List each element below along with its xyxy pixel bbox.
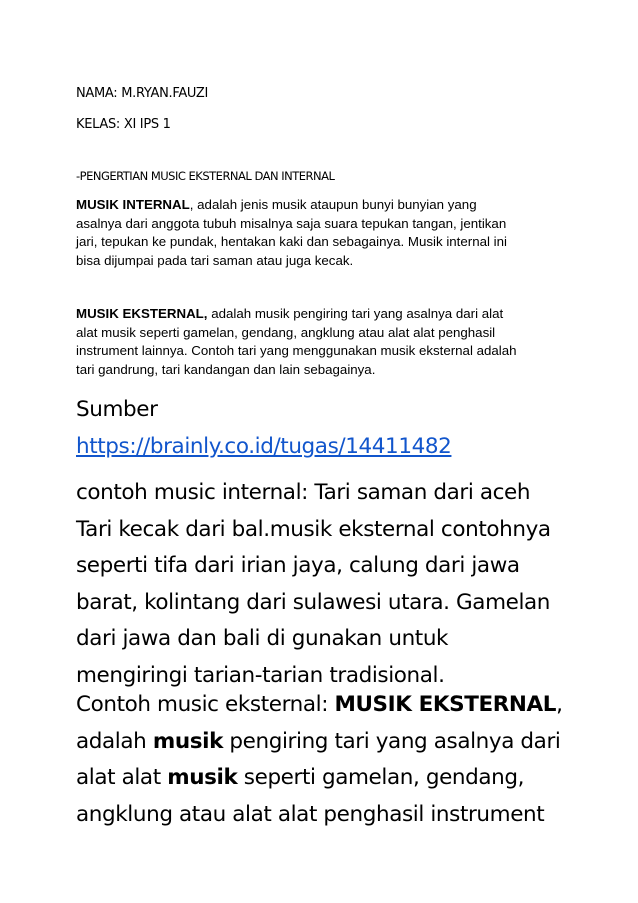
source-link[interactable]: https://brainly.co.id/tugas/14411482 [76, 433, 452, 459]
student-name: NAMA: M.RYAN.FAUZI [76, 86, 209, 101]
internal-examples-block [76, 475, 576, 695]
external-line-1 [76, 305, 566, 324]
internal-example-line-3: seperti tifa dari irian jaya, calung dari jawa [76, 553, 520, 579]
internal-line-1 [76, 196, 566, 215]
internal-example-line-5: dari jawa dan bali di gunakan untuk [76, 626, 449, 652]
internal-example-line-2: Tari kecak dari bal.musik eksternal contohnya [76, 516, 551, 542]
topic-heading: -PENGERTIAN MUSIC EKSTERNAL DAN INTERNAL [76, 169, 335, 183]
internal-term: MUSIK INTERNAL [76, 197, 190, 212]
source-label: Sumber [76, 397, 158, 422]
external-example-l2-prefix: adalah [76, 728, 153, 754]
external-term: MUSIK EKSTERNAL, [76, 306, 208, 321]
external-example-l2-suffix: pengiring tari yang asalnya dari [223, 728, 561, 754]
external-example-line-2 [76, 724, 576, 761]
internal-line-4: bisa dijumpai pada tari saman atau juga kecak. [76, 252, 354, 268]
internal-paragraph [76, 196, 566, 270]
external-example-line-4: angklung atau alat alat penghasil instrument [76, 801, 545, 827]
external-example-line-1 [76, 687, 576, 724]
student-class: KELAS: XI IPS 1 [76, 117, 171, 132]
external-example-bold-term: MUSIK EKSTERNAL [334, 692, 557, 717]
external-example-prefix: Contoh music eksternal: [76, 692, 335, 717]
external-line-1-rest: adalah musik pengiring tari yang asalnya dari alat [207, 306, 504, 321]
external-example-l3-bold: musik [167, 765, 238, 791]
source-block [76, 392, 576, 465]
internal-example-line-1: contoh music internal: Tari saman dari aceh [76, 480, 531, 505]
internal-example-line-6: mengiringi tarian-tarian tradisional. [76, 662, 445, 688]
source-link-line [76, 429, 576, 466]
external-line-2: alat musik seperti gamelan, gendang, angklung atau alat alat penghasil [76, 324, 496, 340]
external-paragraph [76, 305, 566, 379]
external-line-4: tari gandrung, tari kandangan dan lain sebagainya. [76, 361, 376, 377]
internal-line-2: asalnya dari anggota tubuh misalnya saja suara tepukan tangan, jentikan [76, 215, 507, 231]
internal-line-1-rest: , adalah jenis musik ataupun bunyi bunyian yang [189, 197, 477, 212]
external-example-l2-bold: musik [152, 728, 223, 754]
external-line-3: instrument lainnya. Contoh tari yang menggunakan musik eksternal adalah [76, 343, 517, 358]
external-example-l3-suffix: seperti gamelan, gendang, [237, 765, 525, 791]
internal-line-3: jari, tepukan ke pundak, hentakan kaki dan sebagainya. Musik internal ini [76, 234, 507, 249]
external-example-line-3 [76, 760, 576, 797]
external-example-l3-prefix: alat alat [76, 765, 168, 791]
external-example-suffix: , [556, 692, 563, 717]
external-examples-block [76, 687, 576, 833]
internal-example-line-4: barat, kolintang dari sulawesi utara. Gamelan [76, 589, 551, 615]
